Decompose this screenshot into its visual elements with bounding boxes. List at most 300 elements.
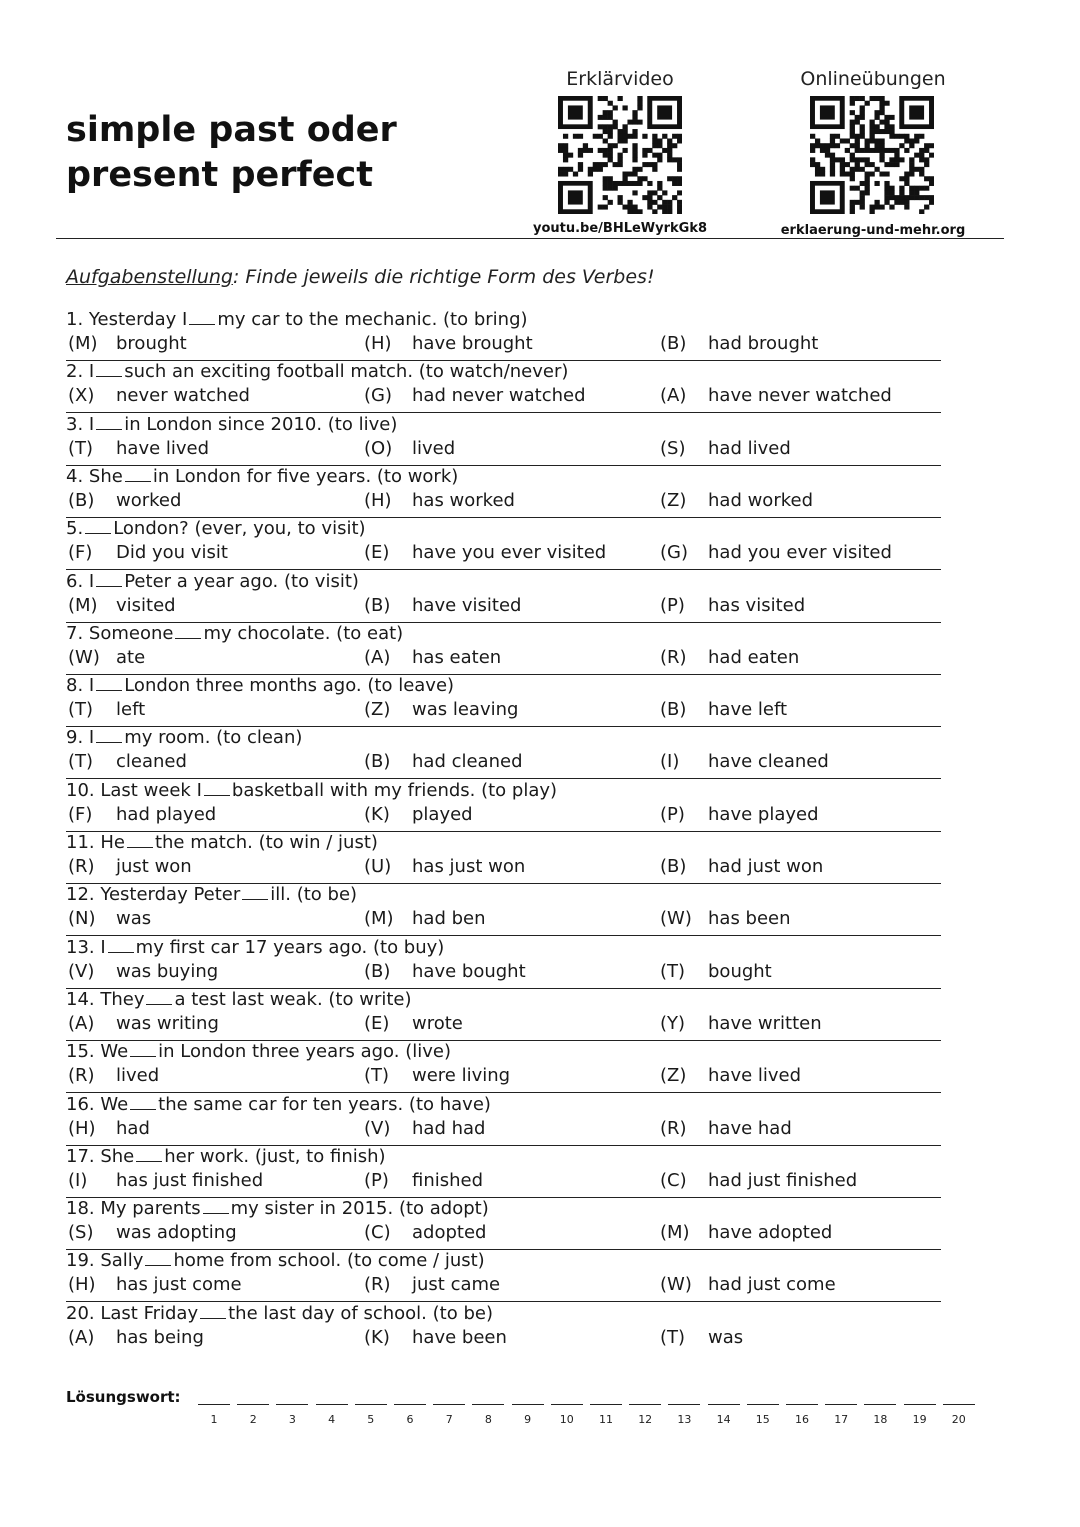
answer-blank[interactable] [200,1304,226,1319]
answer-option[interactable] [364,1117,485,1141]
option-text: ate [116,646,146,668]
solution-slot[interactable] [276,1404,308,1405]
qr-video-label: Erklärvideo [566,68,674,90]
option-text: lived [116,1065,160,1087]
answer-blank[interactable] [108,938,134,953]
qr-code-icon[interactable] [810,96,934,214]
question-text [66,1145,386,1169]
question-text [66,726,302,750]
answer-option[interactable] [68,332,187,356]
qr-online-label: Onlineübungen [800,68,946,90]
task-text: : Finde jeweils die richtige Form des Verbes! [232,266,655,288]
answer-blank[interactable] [175,624,201,639]
solution-slot-number: 1 [210,1413,218,1426]
option-text: had cleaned [412,751,523,773]
question-before: 20. Last Friday [66,1302,199,1324]
answer-option[interactable] [660,332,818,356]
option-letter: (B) [660,333,687,354]
option-text: worked [116,489,182,511]
answer-option[interactable] [68,1012,219,1036]
option-text: had worked [708,489,814,511]
option-text: have lived [116,437,210,459]
answer-blank[interactable] [145,1251,171,1266]
answer-option[interactable] [660,750,829,774]
solution-slot[interactable] [394,1404,426,1405]
option-letter: (A) [660,385,687,407]
option-letter: (T) [660,960,686,982]
question-before: 11. He [66,832,125,853]
option-letter: (X) [68,385,95,407]
option-text: just came [412,1274,501,1296]
solution-label: Lösungswort: [66,1388,181,1406]
question-item [66,570,941,623]
qr-code-icon[interactable] [558,96,682,214]
answer-option[interactable] [660,646,799,670]
option-text: had you ever visited [708,542,892,564]
question-after: Peter a year ago. (to visit) [124,570,359,592]
solution-slot[interactable] [904,1404,936,1405]
answer-option[interactable] [364,332,533,356]
solution-slot[interactable] [825,1404,857,1405]
solution-slot-number: 2 [249,1413,257,1426]
answer-option[interactable] [364,698,518,722]
option-letter: (Z) [660,1065,687,1087]
option-letter: (E) [364,542,390,564]
solution-slot[interactable] [512,1404,544,1405]
option-letter: (P) [660,803,685,825]
option-text: has just won [412,856,526,877]
option-text: just won [116,856,192,877]
answer-option[interactable] [660,437,791,461]
question-text [66,465,458,489]
question-text [66,413,397,437]
answer-option[interactable] [68,489,181,513]
question-item [66,779,941,832]
solution-slot-number: 7 [445,1413,453,1426]
question-before: 9. I [66,727,95,749]
solution-slot-number: 3 [288,1413,296,1426]
question-text [66,1302,493,1326]
answer-blank[interactable] [146,990,172,1005]
option-letter: (R) [660,1117,687,1139]
option-letter: (F) [68,542,93,564]
answer-option[interactable] [660,1064,801,1088]
option-text: had lived [708,437,791,459]
option-letter: (M) [660,1222,690,1244]
question-after: in London since 2010. (to live) [124,413,398,435]
solution-slot-number: 4 [328,1413,336,1426]
question-item [66,726,941,779]
answer-blank[interactable] [242,885,268,900]
question-item [66,883,941,936]
option-text: have adopted [708,1222,833,1244]
answer-option[interactable] [364,750,523,774]
answer-option[interactable] [68,960,218,984]
option-letter: (A) [68,1326,95,1348]
option-text: had had [412,1117,486,1139]
option-letter: (C) [660,1169,687,1191]
option-text: was adopting [116,1222,237,1244]
option-text: cleaned [116,751,187,773]
question-item [66,1197,941,1250]
option-letter: (K) [364,803,390,825]
qr-online-url[interactable]: erklaerung-und-mehr.org [780,223,966,238]
option-text: was leaving [412,699,519,721]
question-item [66,465,941,518]
option-letter: (M) [364,908,394,930]
option-letter: (S) [660,437,686,459]
option-letter: (R) [364,1274,391,1296]
question-after: London? (ever, you, to visit) [113,518,366,540]
question-after: the same car for ten years. (to have) [158,1093,491,1115]
answer-option[interactable] [364,594,521,618]
question-text [66,988,412,1012]
option-letter: (W) [660,908,692,930]
solution-slot-number: 6 [406,1413,414,1426]
option-letter: (B) [364,594,391,616]
answer-option[interactable] [660,1273,836,1297]
option-text: has just come [116,1274,242,1296]
option-text: had eaten [708,646,800,668]
answer-option[interactable] [660,698,787,722]
solution-slot[interactable] [316,1404,348,1405]
solution-slot[interactable] [943,1404,975,1405]
option-letter: (B) [68,489,95,511]
question-item [66,831,941,884]
option-text: have played [708,803,819,825]
option-text: Did you visit [116,542,228,564]
solution-slot[interactable] [786,1404,818,1405]
option-text: never watched [116,385,250,407]
question-item [66,674,941,727]
question-before: 16. We [66,1093,129,1115]
option-letter: (T) [68,437,94,459]
option-text: has being [116,1326,204,1348]
question-after: my chocolate. (to eat) [203,622,404,644]
question-after: London three months ago. (to leave) [124,675,455,697]
option-letter: (O) [364,437,393,459]
answer-blank[interactable] [96,572,122,587]
question-before: 6. I [66,570,95,592]
question-text [66,570,359,594]
answer-option[interactable] [68,1064,159,1088]
option-letter: (T) [68,751,94,773]
title-line-1: simple past oder [66,110,397,150]
option-text: was writing [116,1012,219,1034]
solution-slot-number: 18 [873,1413,888,1426]
qr-video-url[interactable]: youtu.be/BHLeWyrkGk8 [532,221,708,236]
question-item [66,1302,941,1354]
answer-option[interactable] [660,855,823,879]
option-text: brought [116,333,187,354]
answer-option[interactable] [364,1221,486,1245]
question-before: 3. I [66,413,95,435]
question-text [66,1197,489,1221]
answer-blank[interactable] [130,1042,156,1057]
question-text [66,936,444,960]
question-before: 12. Yesterday Peter [66,884,241,906]
option-letter: (T) [68,699,94,721]
answer-option[interactable] [68,750,187,774]
answer-option[interactable] [660,489,813,513]
option-text: played [412,803,473,825]
answer-option[interactable] [364,1169,483,1193]
answer-blank[interactable] [136,1147,162,1162]
option-letter: (F) [68,803,93,825]
option-text: lived [412,437,456,459]
question-after: my room. (to clean) [124,727,303,749]
answer-blank[interactable] [130,1095,156,1110]
answer-option[interactable] [364,1012,463,1036]
answer-option[interactable] [364,384,586,408]
question-text [66,1249,485,1273]
answer-blank[interactable] [203,1199,229,1214]
answer-option[interactable] [364,437,455,461]
answer-option[interactable] [660,1117,792,1141]
question-before: 13. I [66,936,106,958]
option-letter: (M) [68,333,98,354]
option-letter: (G) [660,542,688,564]
answer-option[interactable] [364,646,501,670]
question-after: a test last weak. (to write) [174,988,412,1010]
answer-option[interactable] [364,803,473,827]
answer-option[interactable] [364,907,486,931]
option-letter: (H) [364,489,392,511]
option-letter: (P) [660,594,685,616]
answer-option[interactable] [68,646,145,670]
worksheet-title [66,108,397,198]
question-after: ill. (to be) [270,884,358,906]
option-letter: (Y) [660,1012,686,1034]
option-text: have lived [708,1065,802,1087]
option-text: had ben [412,908,486,930]
solution-slot[interactable] [237,1404,269,1405]
option-text: have cleaned [708,751,829,773]
option-text: have been [412,1326,507,1348]
question-after: my first car 17 years ago. (to buy) [135,936,445,958]
option-text: were living [412,1065,511,1087]
solution-slot[interactable] [433,1404,465,1405]
answer-option[interactable] [660,594,805,618]
answer-option[interactable] [68,1273,242,1297]
task-label: Aufgabenstellung [66,266,233,288]
question-before: 4. She [66,465,123,487]
solution-slot-number: 8 [484,1413,492,1426]
question-item [66,1249,941,1302]
question-item [66,413,941,466]
question-item [66,936,941,989]
option-letter: (M) [68,594,98,616]
solution-slot[interactable] [629,1404,661,1405]
answer-blank[interactable] [96,676,122,691]
question-before: 15. We [66,1041,129,1063]
solution-slot[interactable] [864,1404,896,1405]
answer-option[interactable] [68,594,176,618]
option-text: finished [412,1169,484,1191]
option-letter: (V) [68,960,95,982]
option-letter: (V) [364,1117,391,1139]
question-before: 18. My parents [66,1198,201,1220]
answer-blank[interactable] [96,728,122,743]
option-text: have you ever visited [412,542,607,564]
answer-option[interactable] [660,384,892,408]
answer-option[interactable] [68,1326,204,1350]
answer-option[interactable] [364,960,526,984]
answer-option[interactable] [660,541,892,565]
answer-blank[interactable] [125,467,151,482]
header-divider [56,238,1004,239]
option-letter: (A) [68,1012,95,1034]
question-after: in London for five years. (to work) [152,465,459,487]
answer-blank[interactable] [189,310,215,325]
question-item [66,1145,941,1198]
option-text: have had [708,1117,792,1139]
option-text: had just come [708,1274,836,1296]
answer-option[interactable] [364,541,606,565]
question-after: in London three years ago. (live) [158,1041,451,1063]
solution-slot[interactable] [551,1404,583,1405]
option-text: had [116,1117,150,1139]
option-letter: (B) [364,751,391,773]
answer-option[interactable] [68,1221,237,1245]
answer-option[interactable] [68,1169,263,1193]
solution-slot-number: 20 [951,1413,966,1426]
answer-option[interactable] [68,437,209,461]
option-letter: (K) [364,1326,390,1348]
solution-slot[interactable] [355,1404,387,1405]
option-text: have brought [412,333,533,354]
answer-option[interactable] [68,855,192,879]
answer-option[interactable] [68,907,151,931]
option-text: have written [708,1012,822,1034]
question-item [66,360,941,413]
question-after: my sister in 2015. (to adopt) [230,1198,489,1220]
option-text: adopted [412,1222,487,1244]
question-before: 19. Sally [66,1250,144,1272]
answer-option[interactable] [68,384,250,408]
solution-slot-number: 5 [367,1413,375,1426]
answer-option[interactable] [68,698,145,722]
question-text [66,1040,451,1064]
solution-slot[interactable] [590,1404,622,1405]
answer-option[interactable] [660,803,819,827]
question-after: such an exciting football match. (to watch/never) [124,361,569,383]
option-text: have visited [412,594,522,616]
question-text [66,622,403,646]
answer-blank[interactable] [96,415,122,430]
question-text [66,308,528,332]
option-text: had never watched [412,385,586,407]
answer-option[interactable] [660,960,772,984]
solution-slot[interactable] [668,1404,700,1405]
task-instruction [66,266,655,288]
option-letter: (B) [660,699,687,721]
question-after: her work. (just, to finish) [164,1145,386,1167]
option-text: has been [708,908,791,930]
solution-slot[interactable] [472,1404,504,1405]
answer-option[interactable] [364,1326,507,1350]
answer-option[interactable] [660,1326,743,1350]
answer-blank[interactable] [96,362,122,377]
question-text [66,517,366,541]
answer-option[interactable] [68,803,216,827]
answer-blank[interactable] [85,519,111,534]
question-item [66,1040,941,1093]
option-letter: (H) [68,1117,96,1139]
solution-slot-number: 9 [524,1413,532,1426]
solution-slot[interactable] [747,1404,779,1405]
question-text [66,831,378,855]
question-item [66,517,941,570]
option-text: was [116,908,152,930]
option-letter: (H) [68,1274,96,1296]
option-letter: (C) [364,1222,391,1244]
option-text: wrote [412,1012,463,1034]
question-item [66,988,941,1041]
option-letter: (R) [68,1065,95,1087]
question-before: 2. I [66,361,95,383]
question-after: the match. (to win / just) [154,832,378,853]
question-before: 8. I [66,675,95,697]
option-letter: (N) [68,908,96,930]
answer-option[interactable] [660,1221,832,1245]
option-text: visited [116,594,176,616]
option-letter: (P) [364,1169,389,1191]
question-text [66,779,557,803]
option-letter: (I) [660,751,680,773]
option-letter: (R) [660,646,687,668]
answer-option[interactable] [364,1064,510,1088]
answer-option[interactable] [660,1012,822,1036]
solution-slot[interactable] [708,1404,740,1405]
question-after: the last day of school. (to be) [228,1302,493,1324]
title-line-2: present perfect [66,155,373,195]
answer-option[interactable] [364,855,525,879]
option-letter: (R) [68,856,95,877]
question-before: 1. Yesterday I [66,309,188,330]
option-text: had just won [708,856,824,877]
option-text: had brought [708,333,819,354]
solution-slot-number: 11 [599,1413,613,1426]
answer-blank[interactable] [204,781,230,796]
option-letter: (Z) [364,699,391,721]
option-letter: (A) [364,646,391,668]
answer-option[interactable] [68,1117,150,1141]
question-text [66,883,357,907]
solution-slot-number: 10 [559,1413,574,1426]
option-text: has eaten [412,646,502,668]
option-text: was [708,1326,744,1348]
answer-blank[interactable] [127,833,153,848]
solution-slot-number: 14 [716,1413,731,1426]
question-text [66,1093,491,1117]
answer-option[interactable] [68,541,228,565]
answer-option[interactable] [364,489,515,513]
solution-slot[interactable] [198,1404,230,1405]
answer-option[interactable] [364,1273,500,1297]
option-letter: (S) [68,1222,94,1244]
answer-option[interactable] [660,907,791,931]
option-text: has worked [412,489,515,511]
option-text: have never watched [708,385,892,407]
solution-slot-number: 19 [912,1413,927,1426]
answer-option[interactable] [660,1169,857,1193]
question-before: 10. Last week I [66,779,202,801]
question-item [66,622,941,675]
option-letter: (E) [364,1012,390,1034]
question-before: 14. They [66,988,145,1010]
option-letter: (B) [660,856,687,877]
